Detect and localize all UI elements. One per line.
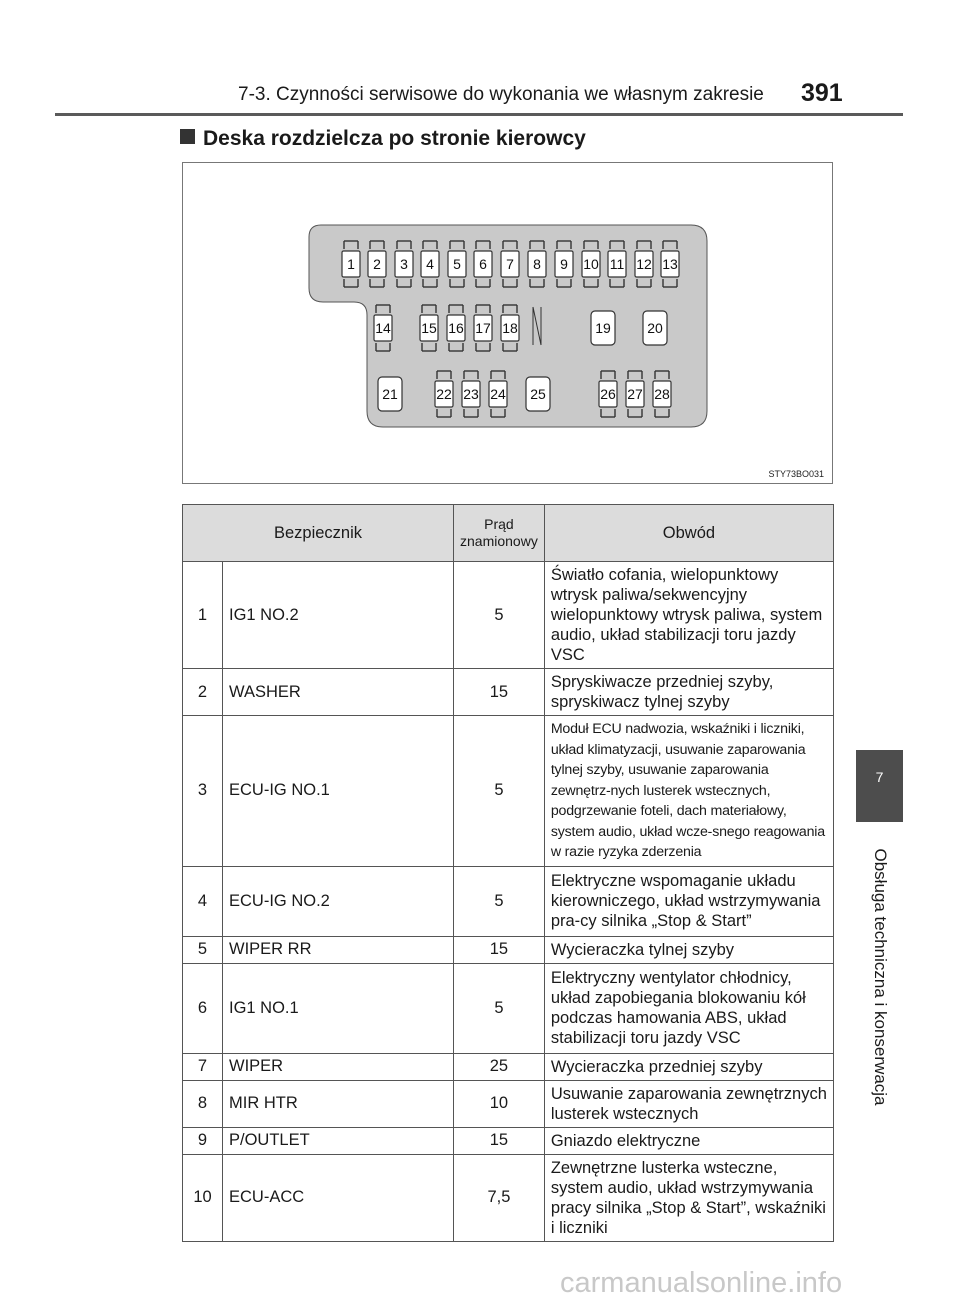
fuse-circuit: Usuwanie zaparowania zewnętrznych lusterek wstecznych	[544, 1080, 833, 1127]
fuse-label: 21	[382, 386, 398, 402]
fuse-amperage: 15	[454, 1127, 545, 1154]
fuse-slot-20	[643, 311, 667, 345]
fuse-circuit: Zewnętrzne lusterka wsteczne, system audio, układ wstrzymywania pracy silnika „Stop & Start”, wskaźniki i liczniki	[544, 1154, 833, 1241]
fuse-amperage: 15	[454, 936, 545, 963]
fuse-amperage: 25	[454, 1053, 545, 1080]
chapter-title: Obsługa techniczna i konserwacja	[871, 848, 890, 1106]
fuse-number: 10	[183, 1154, 223, 1241]
chapter-tab	[856, 750, 903, 822]
fuse-label: 6	[479, 256, 487, 272]
fuse-name: ECU-IG NO.1	[223, 716, 454, 867]
fuse-circuit: Elektryczny wentylator chłodnicy, układ zapobiegania blokowaniu kół podczas hamowania ABS, układ stabilizacji toru jazdy VSC	[544, 963, 833, 1053]
fuse-name: WASHER	[223, 669, 454, 716]
fuse-name: P/OUTLET	[223, 1127, 454, 1154]
fuse-name: ECU-ACC	[223, 1154, 454, 1241]
fuse-label: 24	[490, 386, 506, 402]
running-header-title: 7-3. Czynności serwisowe do wykonania we własnym zakresie	[238, 84, 764, 105]
header-rating: Prąd znamionowy	[454, 505, 545, 562]
fuse-label: 4	[426, 256, 434, 272]
table-row	[183, 1154, 834, 1241]
fuse-label: 26	[600, 386, 616, 402]
fuse-circuit: Światło cofania, wielopunktowy wtrysk paliwa/sekwencyjny wielopunktowy wtrysk paliwa, system audio, układ stabilizacji toru jazdy VSC	[544, 562, 833, 669]
fuse-circuit: Moduł ECU nadwozia, wskaźniki i liczniki, układ klimatyzacji, usuwanie zaparowania tylnej szyby, usuwanie zaparowania zewnętrz-nych lusterek wstecznych, podgrzewanie foteli, dach materiałowy, system audio, układ wcze-snego reagowania w razie ryzyka zderzenia	[544, 716, 833, 867]
fuse-label: 11	[609, 256, 625, 272]
table-row	[183, 1127, 834, 1154]
fuse-table	[182, 504, 834, 1242]
fuse-slot-21	[378, 377, 402, 411]
table-row	[183, 866, 834, 936]
fuse-name: IG1 NO.1	[223, 963, 454, 1053]
fuse-amperage: 7,5	[454, 1154, 545, 1241]
fuse-circuit: Gniazdo elektryczne	[544, 1127, 833, 1154]
table-row	[183, 963, 834, 1053]
fuse-circuit: Spryskiwacze przedniej szyby, spryskiwacz tylnej szyby	[544, 669, 833, 716]
fuse-number: 5	[183, 936, 223, 963]
fuse-label: 15	[421, 320, 437, 336]
fuse-label: 18	[502, 320, 518, 336]
fuse-label: 14	[375, 320, 391, 336]
fuse-label: 22	[436, 386, 452, 402]
fuse-number: 4	[183, 866, 223, 936]
fuse-label: 2	[373, 256, 381, 272]
table-row	[183, 1053, 834, 1080]
fuse-amperage: 5	[454, 716, 545, 867]
chapter-number: 7	[875, 769, 884, 785]
page-number: 391	[801, 79, 843, 107]
fuse-name: WIPER	[223, 1053, 454, 1080]
fuse-amperage: 15	[454, 669, 545, 716]
fuse-slot-19	[591, 311, 615, 345]
fuse-box-diagram	[182, 162, 833, 484]
fuse-number: 9	[183, 1127, 223, 1154]
fuse-number: 7	[183, 1053, 223, 1080]
fuse-label: 25	[530, 386, 546, 402]
fuse-label: 17	[475, 320, 491, 336]
fuse-number: 6	[183, 963, 223, 1053]
header-rule	[55, 113, 903, 116]
fuse-label: 16	[448, 320, 464, 336]
fuse-label: 20	[647, 320, 663, 336]
table-row	[183, 1080, 834, 1127]
fuse-label: 27	[627, 386, 643, 402]
table-row	[183, 562, 834, 669]
fuse-number: 8	[183, 1080, 223, 1127]
fuse-label: 12	[636, 256, 652, 272]
table-row	[183, 936, 834, 963]
fuse-circuit: Wycieraczka przedniej szyby	[544, 1053, 833, 1080]
fuse-name: IG1 NO.2	[223, 562, 454, 669]
fuse-label: 23	[463, 386, 479, 402]
fuse-name: MIR HTR	[223, 1080, 454, 1127]
fuse-slot-25	[526, 377, 550, 411]
section-title	[180, 127, 586, 151]
image-code: STY73BO031	[768, 469, 824, 479]
fuse-label: 10	[583, 256, 599, 272]
fuse-amperage: 5	[454, 562, 545, 669]
fuse-label: 7	[506, 256, 514, 272]
fuse-label: 3	[400, 256, 408, 272]
fuse-circuit: Wycieraczka tylnej szyby	[544, 936, 833, 963]
fuse-amperage: 5	[454, 963, 545, 1053]
fuse-label: 5	[453, 256, 461, 272]
table-row	[183, 716, 834, 867]
header-fuse: Bezpiecznik	[183, 505, 454, 562]
fuse-number: 3	[183, 716, 223, 867]
fuse-name: ECU-IG NO.2	[223, 866, 454, 936]
fuse-circuit: Elektryczne wspomaganie układu kierowniczego, układ wstrzymywania pra-cy silnika „Stop & Start”	[544, 866, 833, 936]
square-bullet-icon	[180, 129, 195, 144]
fuse-number: 1	[183, 562, 223, 669]
watermark: carmanualsonline.info	[560, 1267, 843, 1299]
fuse-label: 1	[347, 256, 355, 272]
fuse-label: 8	[533, 256, 541, 272]
fuse-label: 13	[662, 256, 678, 272]
fuse-label: 19	[595, 320, 611, 336]
fuse-amperage: 10	[454, 1080, 545, 1127]
chapter-side-label	[869, 832, 891, 1122]
fuse-label: 28	[654, 386, 670, 402]
fuse-box-illustration	[183, 163, 834, 485]
table-row	[183, 669, 834, 716]
fuse-label: 9	[560, 256, 568, 272]
section-title-text: Deska rozdzielcza po stronie kierowcy	[203, 127, 586, 150]
header-circuit: Obwód	[544, 505, 833, 562]
fuse-name: WIPER RR	[223, 936, 454, 963]
fuse-number: 2	[183, 669, 223, 716]
fuse-amperage: 5	[454, 866, 545, 936]
